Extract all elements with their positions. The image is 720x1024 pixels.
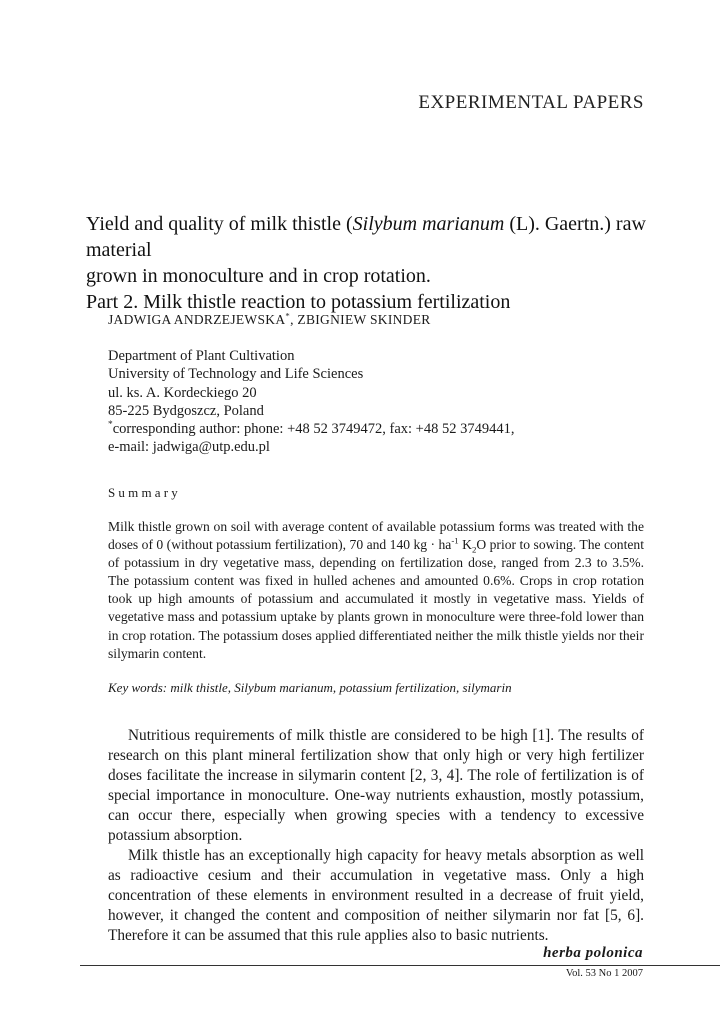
authors <box>108 312 431 328</box>
summary-heading: Summary <box>108 485 181 500</box>
street-address: ul. ks. A. Kordeckiego 20 <box>108 384 257 401</box>
species-name: Silybum marianum <box>352 213 505 235</box>
body-text <box>108 726 644 946</box>
body-paragraph-1: Nutritious requirements of milk thistle are considered to be high [1]. The results of research on this plant mineral fertilization show that only high or very high fertilizer doses facilitate the increase in silymarin content [2, 3, 4]. The role of fertilization is of special importance in monoculture. One-way nutrients exhaustion, mostly potassium, can occur there, especially when growing species with a tendency to excessive potassium absorption. <box>108 727 644 844</box>
title-line-2: grown in monoculture and in crop rotation. <box>86 265 431 287</box>
affiliation <box>108 347 514 457</box>
university: University of Technology and Life Sciences <box>108 366 364 383</box>
title-line-3: Part 2. Milk thistle reaction to potassium fertilization <box>86 291 511 313</box>
abstract-text: Milk thistle grown on soil with average content of available potassium forms was treated with the doses of 0 (without potassium fertilization), 70 and 140 kg · $ha^{-1}$ $K_2O$ prior to sowing. The content of potassium in dry vegetative mass, depending on fertilization dose, ranged from 2.3 to 3.5%. The potassium content was fixed in hulled achenes and amounted 0.6%. Crops in crop rotation took up high amounts of potassium and accumulated it mostly in vegetative mass. Yields of vegetative mass and potassium uptake by plants grown in monoculture were three-fold lower than in crop rotation. The potassium doses applied differentiated neither the milk thistle yields nor their silymarin content. <box>108 519 644 661</box>
email: e-mail: jadwiga@utp.edu.pl <box>108 439 270 456</box>
journal-issue: Vol. 53 No 1 2007 <box>565 968 643 979</box>
department: Department of Plant Cultivation <box>108 348 295 364</box>
journal-logo: herba polonica <box>543 945 643 961</box>
city-address: 85-225 Bydgoszcz, Poland <box>108 402 264 419</box>
article-title <box>86 211 666 315</box>
title-line-1: Yield and quality of milk thistle (Silybum marianum (L). Gaertn.) raw material <box>86 213 646 261</box>
section-header: EXPERIMENTAL PAPERS <box>418 92 644 113</box>
author-2: , ZBIGNIEW SKINDER <box>290 312 431 327</box>
abstract <box>108 518 644 663</box>
footer-rule <box>80 965 720 966</box>
body-paragraph-2: Milk thistle has an exceptionally high capacity for heavy metals absorption as well as radioactive cesium and their accumulation in vegetative mass. Only a high concentration of these elements in environment resulted in a decrease of fruit yield, however, it changed the content and composition of neither silymarin nor fat [5, 6]. Therefore it can be assumed that this rule applies also to basic nutrients. <box>108 847 644 944</box>
corresponding-author: *corresponding author: phone: +48 52 3749472, fax: +48 52 3749441, <box>108 420 515 438</box>
keywords: Key words: milk thistle, Silybum marianum, potassium fertilization, silymarin <box>108 680 512 695</box>
corresponding-mark: * <box>285 310 291 321</box>
author-1: JADWIGA ANDRZEJEWSKA <box>108 312 286 327</box>
